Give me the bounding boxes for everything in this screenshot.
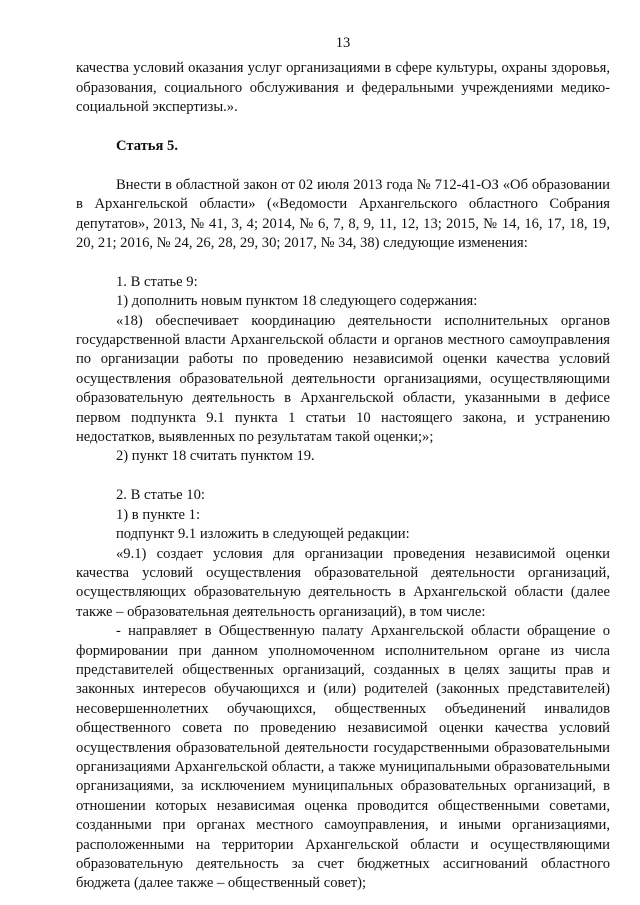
section-1-quote: «18) обеспечивает координацию деятельности исполнительных органов государственной власти Архангельской области и органов местного самоуправления по организации работы по проведению независимой оценки качества условий осуществления образовательной деятельности организациями, осуществляющими образовательную деятельность в Архангельской области, указанными в дефисе первом подпункта 9.1 пункта 1 статьи 10 настоящего закона, и устранению недостатков, выявленных по результатам такой оценки;»;: [76, 312, 610, 446]
spacer: [76, 118, 610, 137]
section-2-dash-1: - направляет в Общественную палату Архангельской области обращение о формировании при данном уполномоченном исполнительном органе из числа представителей общественных организаций, созданных в целях защиты прав и законных интересов обучающихся и (или) родителей (законных представителей) несовершеннолетних обучающихся, общественных объединений инвалидов общественного совета по проведению независимой оценки качества условий осуществления образовательной деятельности государственными образовательными организациями Архангельской области, а также муниципальными образовательными организациями, за исключением муниципальных образовательных организаций, в отношении которых независимая оценка проводится общественными советами, созданными при органах местного самоуправления, и иными организациями, расположенными на территории Архангельской области и осуществляющими образовательную деятельность за счет бюджетных ассигнований областного бюджета (далее также – общественный совет);: [76, 623, 610, 892]
section-2-subitem: подпункт 9.1 изложить в следующей редакции:: [116, 526, 410, 543]
spacer: [76, 156, 610, 175]
section-2-quote: «9.1) создает условия для организации проведения независимой оценки качества условий осуществления образовательной деятельности организаций, осуществляющих образовательную деятельность в Архангельской области (далее также – образовательная деятельность организаций), в том числе:: [76, 545, 610, 620]
section-2-title: 2. В статье 10:: [116, 487, 205, 504]
article-heading: Статья 5.: [116, 138, 178, 155]
section-2-item-1: 1) в пункте 1:: [116, 506, 201, 523]
section-1-item-2: 2) пункт 18 считать пунктом 19.: [116, 448, 315, 465]
section-1-title: 1. В статье 9:: [116, 273, 198, 290]
spacer: [76, 467, 610, 486]
page-number: 13: [335, 35, 351, 51]
intro-paragraph: качества условий оказания услуг организациями в сфере культуры, охраны здоровья, образования, социального обслуживания и федеральными учреждениями медико-социальной экспертизы.».: [76, 60, 610, 116]
article-intro-paragraph: Внести в областной закон от 02 июля 2013 года № 712-41-ОЗ «Об образовании в Архангельской области» («Ведомости Архангельского областного Собрания депутатов», 2013, № 41, 3, 4; 2014, № 6, 7, 8, 9, 11, 12, 13; 2015, № 14, 16, 17, 18, 19, 20, 21; 2016, № 24, 26, 28, 29, 30; 2017, № 34, 38) следующие изменения:: [76, 176, 610, 252]
section-1-item-1: 1) дополнить новым пунктом 18 следующего содержания:: [116, 293, 478, 310]
spacer: [76, 253, 610, 272]
document-page: [76, 34, 610, 894]
